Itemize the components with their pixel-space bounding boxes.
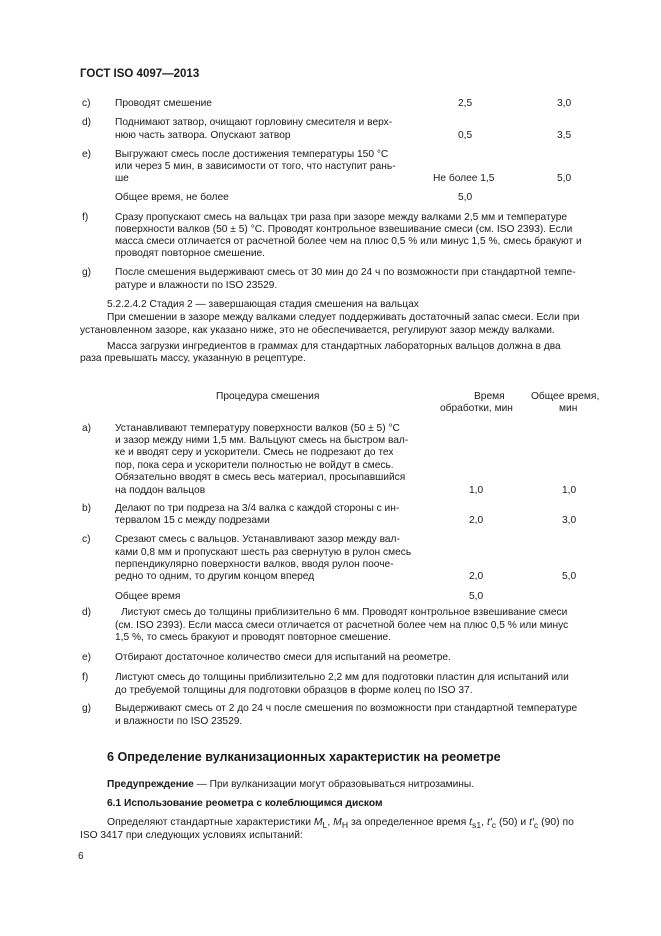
row-text: или через 5 мин, в зависимости от того, что наступит рань- [115,161,396,172]
paragraph-line: Масса загрузки ингредиентов в граммах для стандартных лабораторных вальцов должна в два [107,341,561,352]
total-text: Общее время [115,591,181,602]
row-text: После смешения выдерживают смесь от 30 мин до 24 ч по возможности при стандартной темпе- [115,267,576,278]
warning-paragraph [107,779,474,792]
paragraph-line: раза превышать массу, указанную в рецептуре. [80,353,306,364]
paragraph-line: При смешении в зазоре между валками следует поддерживать достаточный запас смеси. Если при [107,312,580,323]
row-text: Поднимают затвор, очищают горловину смесителя и верх- [115,117,393,128]
row-total: 3,0 [557,98,572,109]
text: , [481,817,487,828]
row-text: Срезают смесь с вальцов. Устанавливают зазор между вал- [115,534,400,545]
document-header: ГОСТ ISO 4097—2013 [80,68,200,80]
row-total: 5,0 [557,173,572,184]
row-label: g) [82,267,92,278]
symbol: t′ [486,817,492,828]
row-time: 0,5 [458,130,473,141]
row-text: тервалом 15 с между подрезами [115,515,270,526]
row-time: 2,0 [469,515,484,526]
total-text: Общее время, не более [115,192,229,203]
text: за определенное время [348,817,470,828]
symbol: M [313,817,323,828]
row-time: 2,5 [458,98,473,109]
row-text: Листуют смесь до толщины приблизительно 2,2 мм для подготовки пластин для испытаний или [115,672,569,683]
table-header-total: Общее время, [531,391,600,402]
row-text: масса смеси отличается от расчетной более чем на плюс 0,5 % или минус 1,5 %, смесь бракуют и [115,236,582,247]
row-label: e) [82,652,92,663]
subsection-heading: 5.2.2.4.2 Стадия 2 — завершающая стадия смешения на вальцах [107,299,419,310]
row-text: нюю часть затвора. Опускают затвор [115,130,291,141]
row-label: f) [82,212,89,223]
subsection-heading: 6.1 Использование реометра с колеблющимся диском [107,798,383,809]
text: Определяют стандартные характеристики [107,817,314,828]
row-total: 3,0 [562,515,577,526]
row-text: Делают по три подреза на 3/4 валка с каждой стороны с ин- [115,503,400,514]
row-text: и зазор между ними 1,5 мм. Вальцуют смесь на быстром вал- [115,435,409,446]
subscript: c [491,820,497,831]
row-label: b) [82,503,92,514]
total-value: 5,0 [458,192,473,203]
row-time: 2,0 [469,571,484,582]
row-text: ке и вводят серу и ускорители. Смесь не подрезают до тех [115,447,394,458]
row-total: 3,5 [557,130,572,141]
row-text: Выгружают смесь после достижения температуры 150 °С [115,149,389,160]
subscript: H [341,820,349,831]
text: (50) и [496,817,530,828]
row-text: поверхности валков (50 ± 5) °С. Проводят контрольное взвешивание смеси (см. ISO 2393). Если [115,224,573,235]
row-text: ками 0,8 мм и пропускают шесть раз свернутую в рулон смесь [115,547,412,558]
table-header-procedure: Процедура смешения [216,391,320,402]
subscript: s1 [472,820,482,831]
total-value: 5,0 [469,591,484,602]
page-number: 6 [78,851,84,862]
row-text: и влажности по ISO 23529. [115,716,243,727]
row-label: c) [82,534,91,545]
section-heading: 6 Определение вулканизационных характеристик на реометре [107,750,501,764]
row-text: перпендикулярно поверхности валков, вводя рулон пооче- [115,559,394,570]
row-text: Устанавливают температуру поверхности валков (50 ± 5) °С [115,423,400,434]
row-text: Проводят смешение [115,98,212,109]
row-text: Отбирают достаточное количество смеси для испытаний на реометре. [115,652,451,663]
row-text: ратуре и влажности по ISO 23529. [115,280,278,291]
row-label: f) [82,672,89,683]
subscript: c [533,820,539,831]
symbol: M [333,817,342,828]
table-header-time: Время [474,391,505,402]
row-time: Не более 1,5 [433,173,495,184]
symbol: t [469,817,473,828]
row-text: 1,5 %, то смесь бракуют и проводят повторное смешение. [115,632,392,643]
symbol: t′ [529,817,534,828]
warning-label: Предупреждение [107,779,194,790]
row-text: Сразу пропускают смесь на вальцах три раза при зазоре между валками 2,5 мм и температуре [115,212,568,223]
row-text: проводят повторное смешение. [115,248,266,259]
text: (90) по [538,817,574,828]
row-total: 5,0 [562,571,577,582]
row-total: 1,0 [562,485,577,496]
row-text: до требуемой толщины для подготовки образцов в форме колец по ISO 37. [115,685,473,696]
paragraph-line: ISO 3417 при следующих условиях испытаний: [80,830,303,841]
row-time: 1,0 [469,485,484,496]
row-text: (см. ISO 2393). Если масса смеси отличается от расчетной более чем на плюс 0,5 % или минус [115,620,569,631]
paragraph-line: установленном зазоре, как указано ниже, это не обеспечивается, регулируют зазор между валками. [80,325,555,336]
row-label: c) [82,98,91,109]
row-text: Листуют смесь до толщины приблизительно 6 мм. Проводят контрольное взвешивание смеси [121,607,568,618]
row-text: Обязательно вводят в смесь весь материал, просыпавшийся [115,472,406,483]
row-text: ше [115,173,129,184]
table-header-time: обработки, мин [440,403,513,414]
row-label: g) [82,703,92,714]
row-text: редно то одним, то другим концом вперед [115,571,315,582]
text: , [327,817,334,828]
row-label: e) [82,149,92,160]
subscript: L [322,820,328,831]
row-text: Выдерживают смесь от 2 до 24 ч после смешения по возможности при стандартной температуре [115,703,578,714]
row-label: a) [82,423,92,434]
row-label: d) [82,117,92,128]
row-text: пор, пока сера и ускорители полностью не войдут в смесь. [115,460,394,471]
row-label: d) [82,607,92,618]
row-text: на поддон вальцов [115,485,206,496]
table-header-total: мин [559,403,578,414]
warning-text: — При вулканизации могут образовываться нитрозамины. [193,779,475,790]
